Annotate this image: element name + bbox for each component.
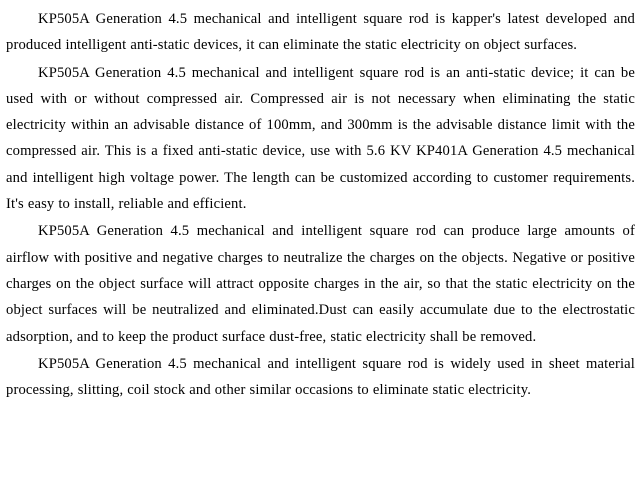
paragraph-3: KP505A Generation 4.5 mechanical and intelligent square rod can produce large amounts of airflow with positive and negative charges to neutralize the charges on the objects. Negative or positive charges on the object surface will attract opposite charges in the air, so that the static electricity on the object surfaces will be neutralized and eliminated.Dust can easily accumulate due to the electrostatic adsorption, and to keep the product surface dust-free, static electricity shall be removed. — [6, 223, 635, 345]
paragraph-1: KP505A Generation 4.5 mechanical and intelligent square rod is kapper's latest developed and produced intelligent anti-static devices, it can eliminate the static electricity on object surfaces. — [6, 11, 635, 54]
paragraph-2: KP505A Generation 4.5 mechanical and intelligent square rod is an anti-static device; it can be used with or without compressed air. Compressed air is not necessary when eliminating the static electricity within an advisable distance of 100mm, and 300mm is the advisable distance limit with the compressed air. This is a fixed anti-static device, use with 5.6 KV KP401A Generation 4.5 mechanical and intelligent high voltage power. The length can be customized according to customer requirements. It's easy to install, reliable and efficient. — [6, 64, 635, 213]
paragraph-4: KP505A Generation 4.5 mechanical and intelligent square rod is widely used in sheet material processing, slitting, coil stock and other similar occasions to eliminate static electricity. — [6, 355, 635, 399]
